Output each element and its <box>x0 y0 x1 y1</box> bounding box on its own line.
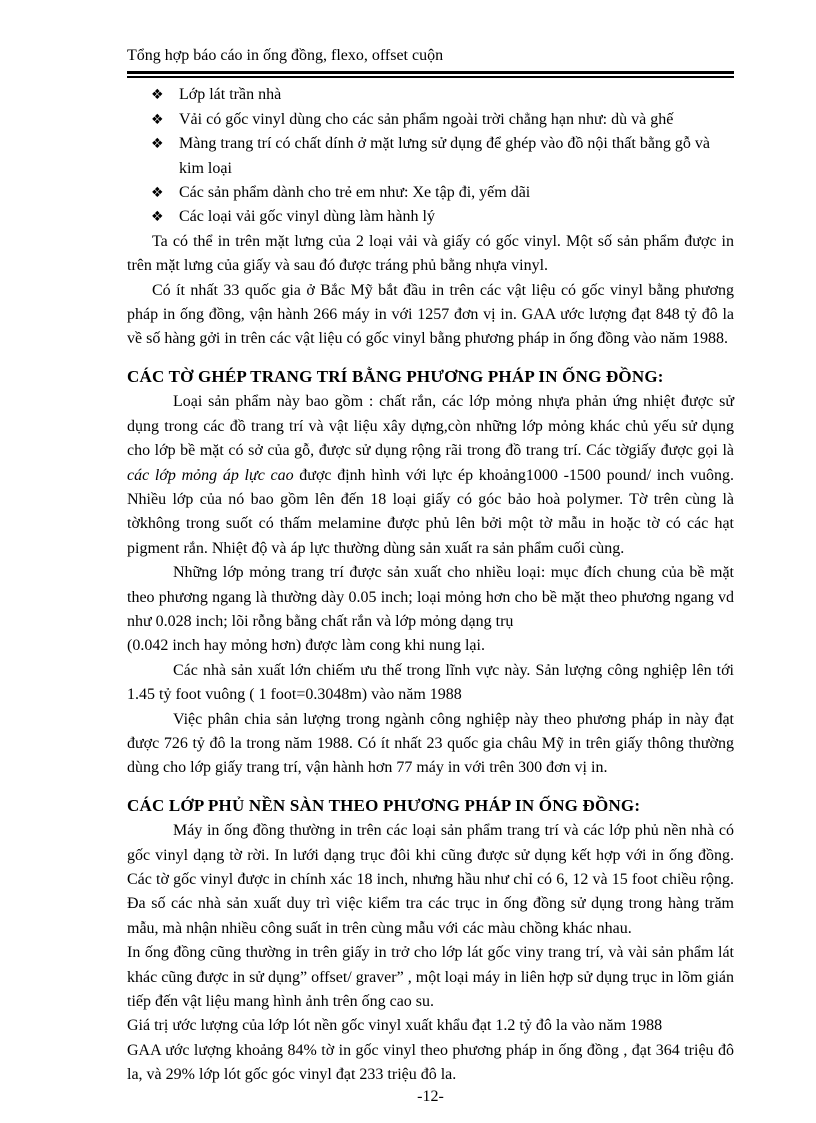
paragraph: GAA ước lượng khoảng 84% tờ in gốc vinyl theo phương pháp in ống đồng , đạt 364 triệu đô la, và 29% lớp lót gốc góc vinyl đạt 233 triệu đô la. <box>127 1041 734 1084</box>
paragraph: Có ít nhất 33 quốc gia ở Bắc Mỹ bắt đầu in trên các vật liệu có gốc vinyl bằng phương pháp in ống đồng, vận hành 266 máy in với 1257 đơn vị in. GAA ước lượng đạt 848 tỷ đô la về số hàng gởi in trên các vật liệu có gốc vinyl bằng phương pháp in ống đồng vào năm 1988. <box>127 281 734 348</box>
paragraph-text: Những lớp mỏng trang trí được sản xuất cho nhiều loại: mục đích chung của bề mặt theo phương ngang là thường dày 0.05 inch; loại mỏng hơn cho bề mặt theo phương ngang vd như 0.028 inch; lõi rỗng bằng chất rắn và lớp mỏng dạng trụ <box>127 564 734 630</box>
section-heading: CÁC LỚP PHỦ NỀN SÀN THEO PHƯƠNG PHÁP IN ỐNG ĐỒNG: <box>127 795 641 815</box>
bullet-text: Các loại vải gốc vinyl dùng làm hành lý <box>179 208 435 226</box>
paragraph: Máy in ống đồng thường in trên các loại sản phẩm trang trí và các lớp phủ nền nhà có gốc vinyl dạng tờ rời. In lưới dạng trục đôi khi cũng được sử dụng kết hợp với in ống đồng. Các tờ gốc vinyl được in chính xác 18 inch, nhưng hầu như chỉ có 6, 12 và 15 foot chiều rộng. Đa số các nhà sản xuất duy trì việc kiểm tra các trục in ống đồng sử dụng trong hàng trăm mẫu, mà nhận nhiều công suất in trên cùng mẫu với các màu chồng khác nhau. <box>127 822 734 937</box>
list-item <box>127 83 734 107</box>
paragraph-text: được định hình với lực ép khoảng1000 -1500 pound/ inch vuông. Nhiều lớp của nó bao gồm lên đến 18 loại giấy có góc bảo hoà polymer. Tờ trên cùng là tờkhông trong suốt có thấm melamine được phủ lên bởi một tờ mẫu in hoặc tờ có các hạt pigment rắn. Nhiệt độ và áp lực thường dùng sản xuất ra sản phẩm cuối cùng. <box>127 466 734 557</box>
running-header <box>127 44 734 78</box>
bullet-text: Lớp lát trần nhà <box>179 86 282 104</box>
bullet-text: Màng trang trí có chất dính ở mặt lưng sử dụng để ghép vào đồ nội thất bằng gỗ và kim loại <box>179 135 711 177</box>
diamond-bullet-icon: ❖ <box>151 87 164 104</box>
paragraph: Các nhà sản xuất lớn chiếm ưu thế trong lĩnh vực này. Sản lượng công nghiệp lên tới 1.45 tỷ foot vuông ( 1 foot=0.3048m) vào năm 1988 <box>127 661 734 704</box>
header-rule-thick-line <box>127 71 734 74</box>
list-item <box>127 181 734 205</box>
diamond-bullet-icon: ❖ <box>151 209 164 226</box>
paragraph <box>127 390 734 561</box>
header-rule <box>127 71 734 78</box>
diamond-bullet-icon: ❖ <box>151 136 164 153</box>
header-rule-thin-line <box>127 76 734 78</box>
paragraph <box>127 561 734 659</box>
header-title: Tổng hợp báo cáo in ống đồng, flexo, offset cuộn <box>127 47 444 64</box>
bullet-text: Vải có gốc vinyl dùng cho các sản phẩm ngoài trời chẳng hạn như: dù và ghế <box>179 110 674 128</box>
paragraph: Ta có thể in trên mặt lưng của 2 loại vải và giấy có gốc vinyl. Một số sản phẩm được in trên mặt lưng của giấy và sau đó được tráng phủ bằng nhựa vinyl. <box>127 232 734 275</box>
paragraph: Giá trị ước lượng của lớp lót nền gốc vinyl xuất khẩu đạt 1.2 tỷ đô la vào năm 1988 <box>127 1017 663 1035</box>
page-content <box>127 44 734 1088</box>
section-heading: CÁC TỜ GHÉP TRANG TRÍ BẰNG PHƯƠNG PHÁP IN ỐNG ĐỒNG: <box>127 366 664 386</box>
bullet-text: Các sản phẩm dành cho trẻ em như: Xe tập đi, yếm dãi <box>179 184 531 202</box>
italic-term: các lớp mỏng áp lực cao <box>127 466 294 484</box>
paragraph-text: Loại sản phẩm này bao gồm : chất rắn, các lớp mỏng nhựa phản ứng nhiệt được sử dụng trong các đồ trang trí và vật liệu xây dựng,còn những lớp mỏng khác chủ yếu sử dụng cho lớp bề mặt có sở của gỗ, được sử dụng rộng rãi trong đồ trang trí. Các tờgiấy được gọi là <box>127 393 734 460</box>
list-item <box>127 205 734 229</box>
list-item <box>127 108 734 132</box>
paragraph: Việc phân chia sản lượng trong ngành công nghiệp này theo phương pháp in này đạt được 726 tỷ đô la trong năm 1988. Có ít nhất 23 quốc gia châu Mỹ in trên giấy thông thường dùng cho lớp giấy trang trí, vận hành hơn 77 máy in với trên 300 đơn vị in. <box>127 710 734 777</box>
diamond-bullet-icon: ❖ <box>151 111 164 128</box>
bullet-list <box>127 83 734 229</box>
page-number: -12- <box>417 1087 444 1105</box>
list-item <box>127 132 734 181</box>
paragraph-text: (0.042 inch hay mỏng hơn) được làm cong khi nung lại. <box>127 637 485 655</box>
diamond-bullet-icon: ❖ <box>151 185 164 202</box>
paragraph: In ống đồng cũng thường in trên giấy in trở cho lớp lát gốc viny trang trí, và vài sản phẩm lát khác cũng được in sử dụng” offset/ graver” , một loại máy in liên hợp sử dụng trục in lõm gián tiếp đến vật liệu mang hình ảnh trên ống cao su. <box>127 944 734 1011</box>
